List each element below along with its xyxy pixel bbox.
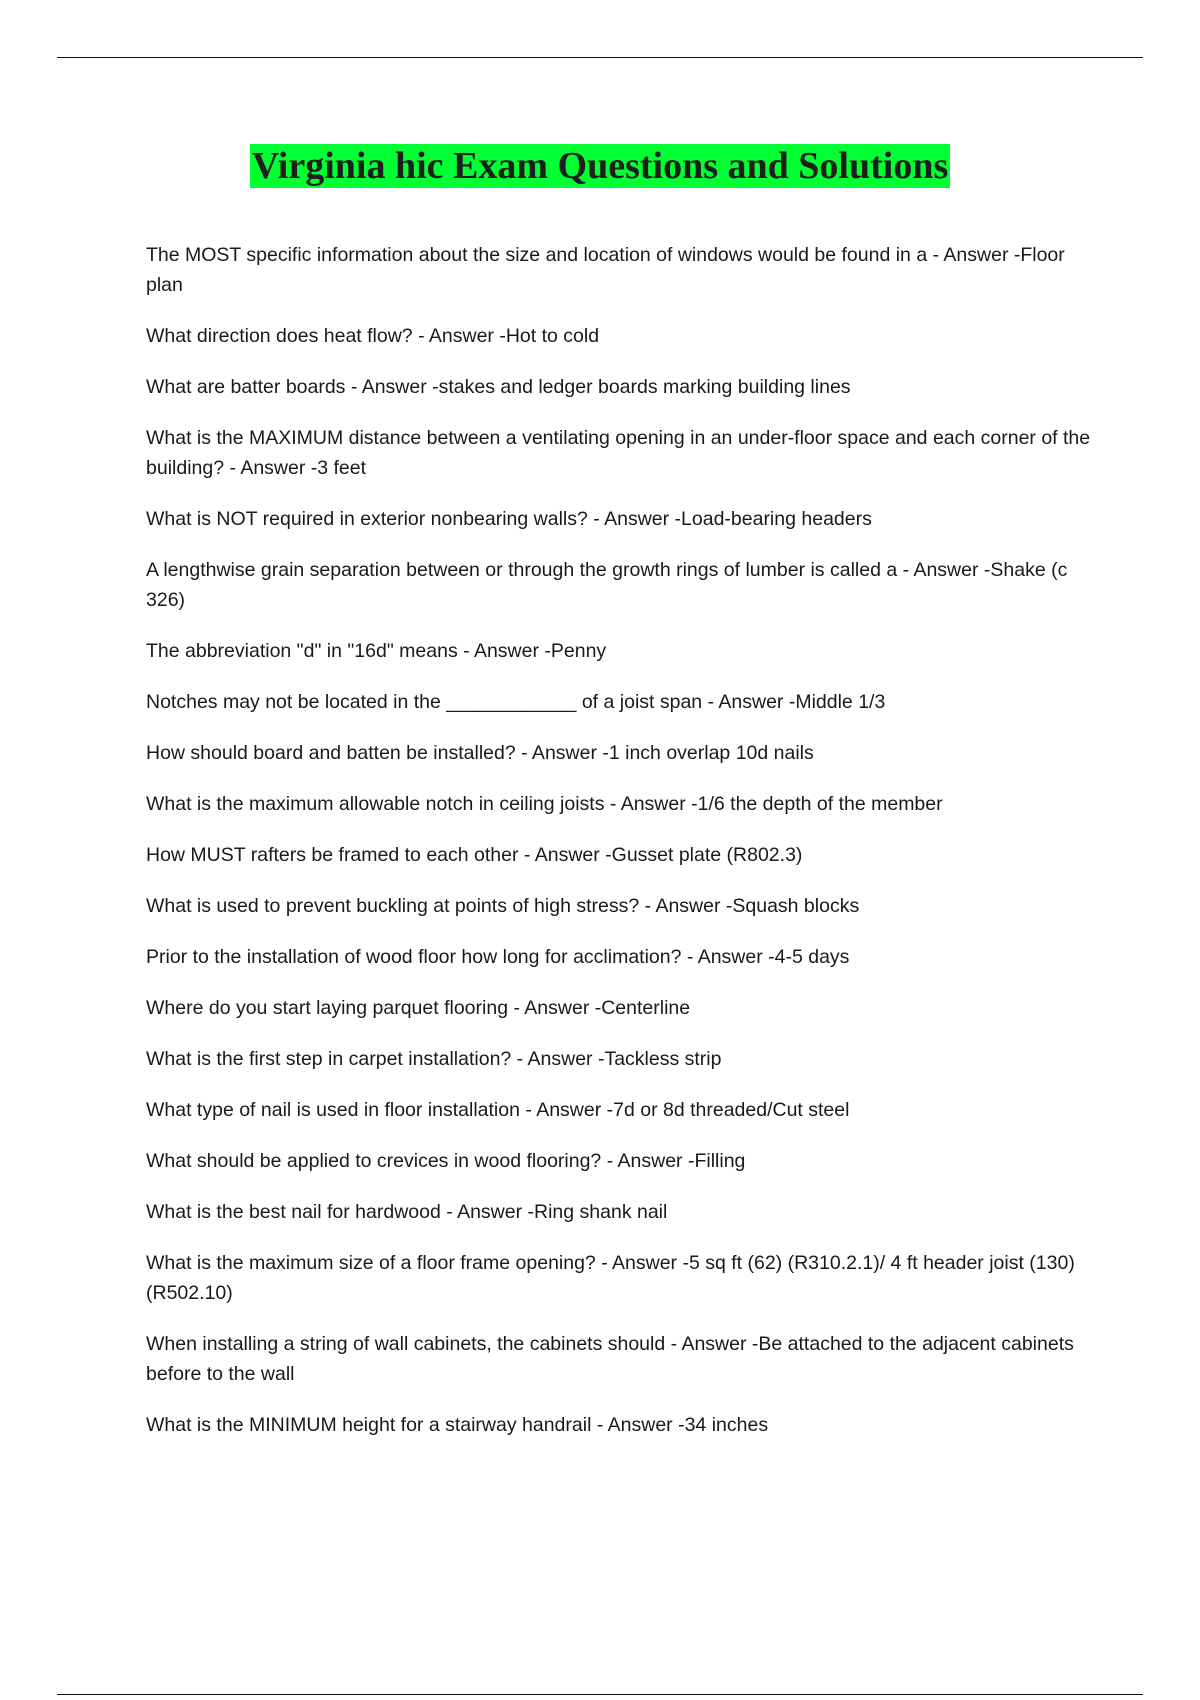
qa-item: Where do you start laying parquet flooring - Answer -Centerline [146,997,691,1019]
qa-item: How MUST rafters be framed to each other - Answer -Gusset plate (R802.3) [146,844,803,866]
title-container [0,144,1200,188]
qa-item: A lengthwise grain separation between or through the growth rings of lumber is called a - Answer -Shake (c 326) [146,559,1068,611]
qa-item: What direction does heat flow? - Answer -Hot to cold [146,325,600,347]
qa-item: Prior to the installation of wood floor how long for acclimation? - Answer -4-5 days [146,946,850,968]
qa-item: What type of nail is used in floor installation - Answer -7d or 8d threaded/Cut steel [146,1099,850,1121]
qa-item: Notches may not be located in the ____________ of a joist span - Answer -Middle 1/3 [146,691,886,713]
question-answer-list [146,240,1091,1461]
qa-item: The MOST specific information about the size and location of windows would be found in a - Answer -Floor plan [146,244,1065,296]
qa-item: The abbreviation "d" in "16d" means - Answer -Penny [146,640,607,662]
qa-item: What is used to prevent buckling at points of high stress? - Answer -Squash blocks [146,895,860,917]
bottom-rule [57,1694,1143,1695]
qa-item: What is the MINIMUM height for a stairway handrail - Answer -34 inches [146,1414,769,1436]
qa-item: What is the maximum size of a floor frame opening? - Answer -5 sq ft (62) (R310.2.1)/ 4 ft header joist (130) (R502.10) [146,1252,1075,1304]
qa-item: What are batter boards - Answer -stakes and ledger boards marking building lines [146,376,851,398]
qa-item: What is the MAXIMUM distance between a ventilating opening in an under-floor space and each corner of the building? - Answer -3 feet [146,427,1091,479]
document-title: Virginia hic Exam Questions and Solutions [251,145,949,187]
qa-item: What is the maximum allowable notch in ceiling joists - Answer -1/6 the depth of the member [146,793,943,815]
qa-item: What should be applied to crevices in wood flooring? - Answer -Filling [146,1150,746,1172]
top-rule [57,57,1143,58]
qa-item: What is the best nail for hardwood - Answer -Ring shank nail [146,1201,668,1223]
qa-item: How should board and batten be installed? - Answer -1 inch overlap 10d nails [146,742,814,764]
qa-item: When installing a string of wall cabinets, the cabinets should - Answer -Be attached to the adjacent cabinets before to the wall [146,1333,1074,1385]
qa-item: What is NOT required in exterior nonbearing walls? - Answer -Load-bearing headers [146,508,872,530]
qa-item: What is the first step in carpet installation? - Answer -Tackless strip [146,1048,722,1070]
